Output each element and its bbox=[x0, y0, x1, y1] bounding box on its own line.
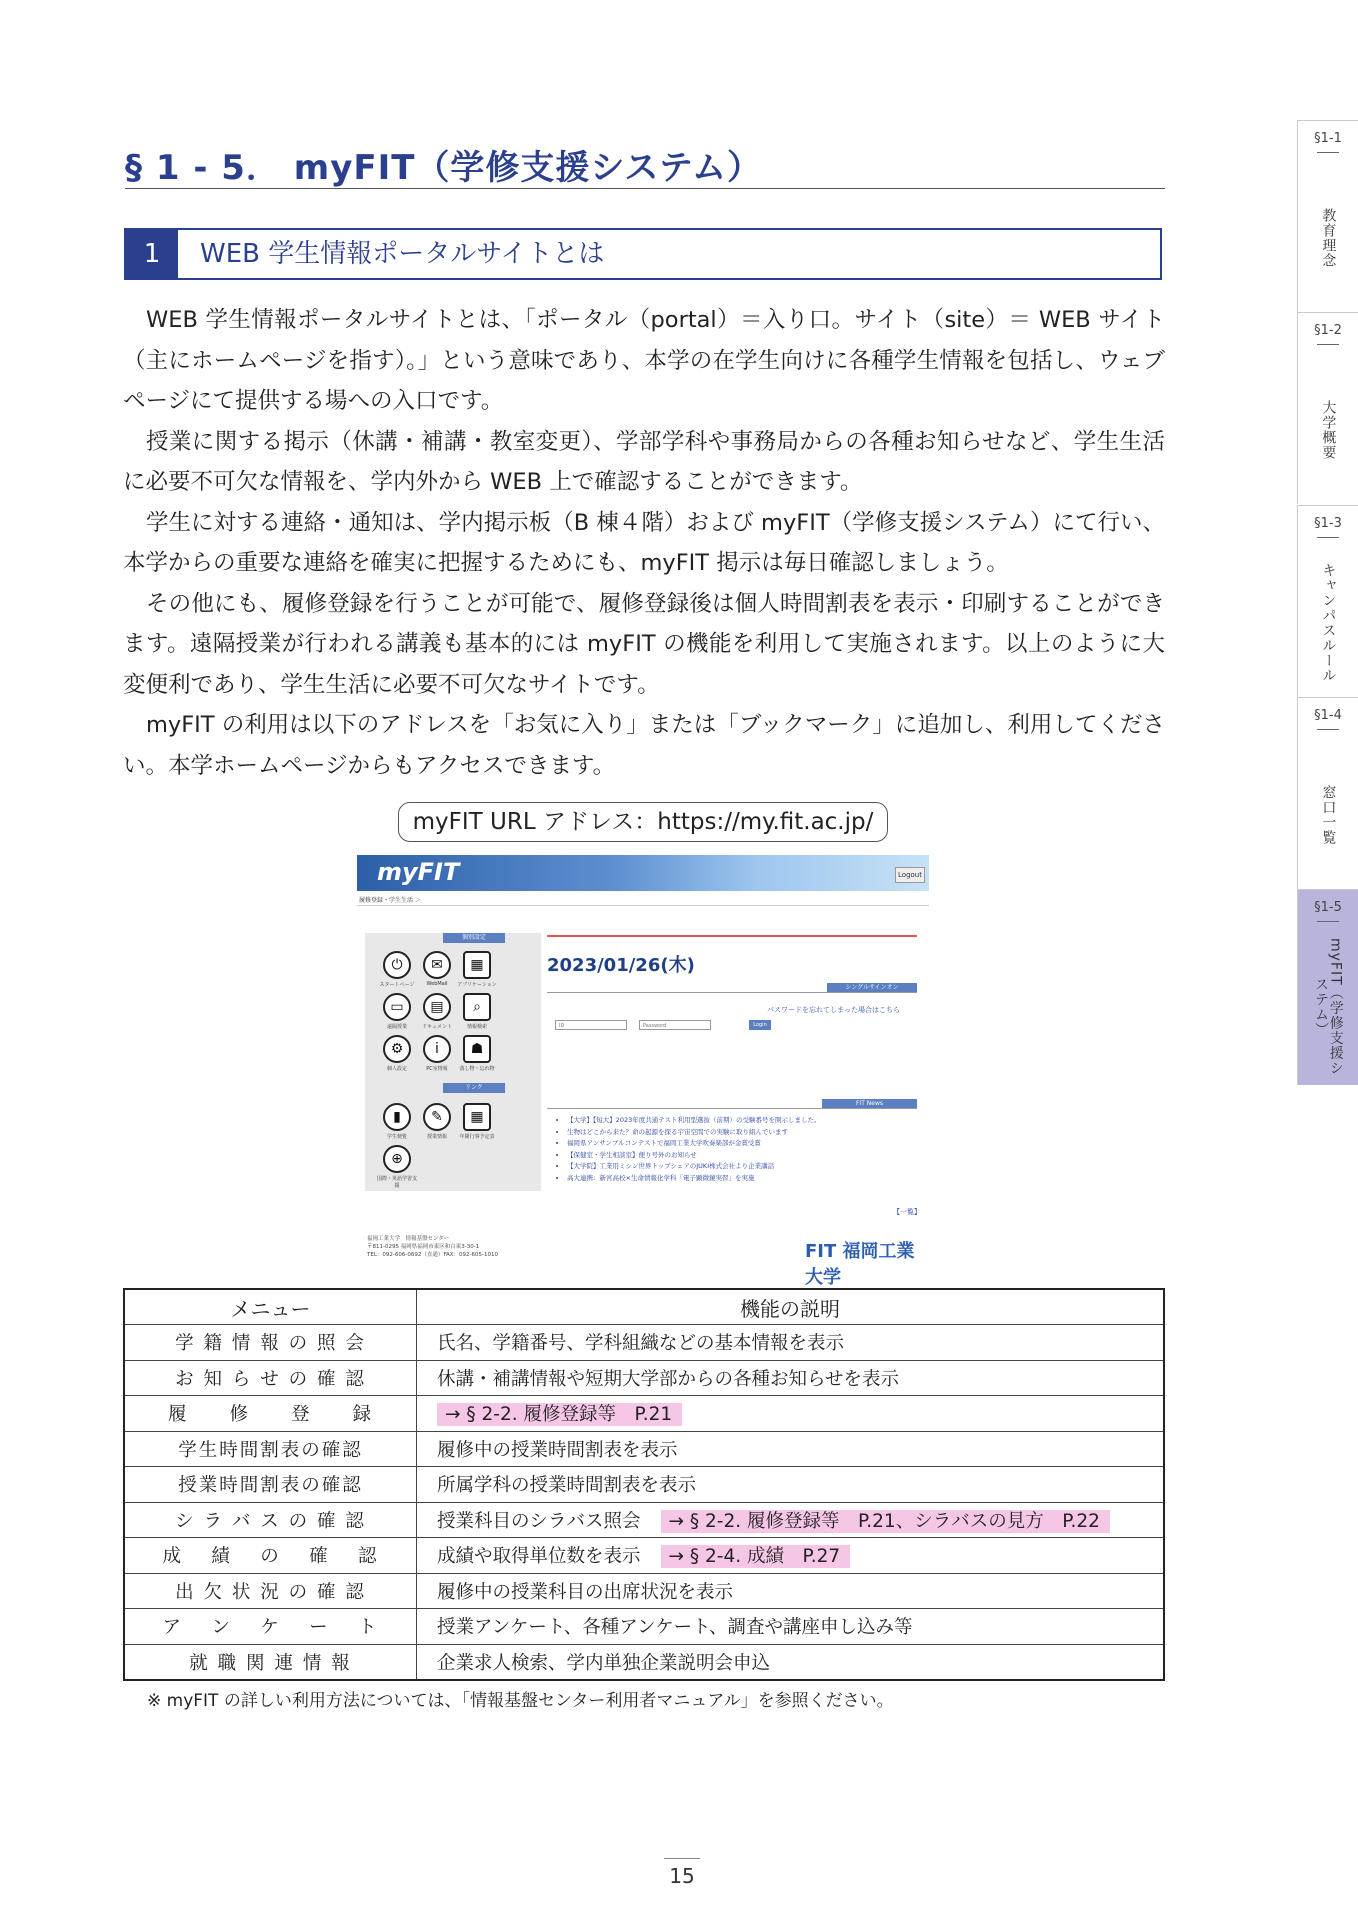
side-tab-label: 教育理念 bbox=[1320, 207, 1337, 268]
forgot-password-link[interactable]: パスワードを忘れてしまった場合はこちら bbox=[767, 1006, 900, 1014]
side-tab bbox=[1297, 889, 1358, 1085]
menu-cell: 履 修 登 録 bbox=[124, 1396, 417, 1432]
menu-cell: お 知 ら せ の 確 認 bbox=[124, 1360, 417, 1396]
side-tab-section: §1-1 bbox=[1298, 131, 1358, 153]
table-row bbox=[124, 1325, 1164, 1361]
page-number: 15 bbox=[669, 1864, 695, 1888]
side-tab-section: §1-3 bbox=[1298, 516, 1358, 538]
description-cell bbox=[417, 1538, 1165, 1574]
paragraph: WEB 学生情報ポータルサイトとは、「ポータル（portal）＝入り口。サイト（site）＝ WEB サイト（主にホームページを指す）。」という意味であり、本学の在学生向けに各種学生情報を包括し、ウェブページにて提供する場への入口です。 bbox=[123, 307, 1165, 414]
globe-icon[interactable]: ⊕ bbox=[383, 1145, 411, 1173]
news-list bbox=[557, 1115, 821, 1184]
footer-address: 福岡工業大学 情報基盤センター 〒811-0295 福岡県福岡市東区和白東3-30-1 TEL：092-606-0692（直通）FAX：092-605-1010 bbox=[367, 1236, 499, 1258]
table-row bbox=[124, 1502, 1164, 1538]
id-input[interactable]: ID bbox=[555, 1020, 627, 1030]
document-icon[interactable]: ▤ bbox=[423, 993, 451, 1021]
side-tab bbox=[1297, 697, 1358, 889]
description-text: 企業求人検索、学内単独企業説明会申込 bbox=[437, 1652, 771, 1674]
divider bbox=[357, 905, 929, 906]
description-cell bbox=[417, 1396, 1165, 1432]
column-header: 機能の説明 bbox=[417, 1289, 1165, 1325]
power-icon[interactable]: ⏻ bbox=[383, 951, 411, 979]
page-reference: → § 2-2. 履修登録等 P.21、シラバスの見方 P.22 bbox=[661, 1510, 1110, 1533]
table-body bbox=[124, 1325, 1164, 1681]
menu-cell: 学 籍 情 報 の 照 会 bbox=[124, 1325, 417, 1361]
side-tab-label: 大学概要 bbox=[1320, 399, 1337, 460]
divider bbox=[547, 992, 917, 993]
paragraph: その他にも、履修登録を行うことが可能で、履修登録後は個人時間割表を表示・印刷することができます。遠隔授業が行われる講義も基本的には myFIT の機能を利用して実施されます。以上のように大変便利であり、学生生活に必要不可欠なサイトです。 bbox=[123, 590, 1165, 698]
syllabus-icon[interactable]: ✎ bbox=[423, 1103, 451, 1131]
icon-label: スタートページ bbox=[379, 982, 415, 988]
page-reference: → § 2-2. 履修登録等 P.21 bbox=[437, 1403, 682, 1426]
table-row bbox=[124, 1538, 1164, 1574]
side-tab-label: キャンパスルール bbox=[1320, 562, 1337, 683]
app-icon[interactable]: ▦ bbox=[463, 951, 491, 979]
footnote: ※ myFIT の詳しい利用方法については、「情報基盤センター利用者マニュアル」を参照ください。 bbox=[147, 1691, 894, 1711]
logout-button[interactable]: Logout bbox=[895, 867, 925, 883]
description-cell bbox=[417, 1502, 1165, 1538]
icon-label: 個人設定 bbox=[386, 1066, 407, 1072]
date-display: 2023/01/26(木) bbox=[547, 955, 695, 976]
page-title: § 1 - 5． myFIT（学修支援システム） bbox=[125, 148, 763, 188]
link-header: リンク bbox=[443, 1083, 505, 1093]
icon-label: WebMail bbox=[426, 981, 448, 987]
section-number: 1 bbox=[126, 230, 178, 278]
table-row bbox=[124, 1360, 1164, 1396]
menu-cell: 授業時間割表の確認 bbox=[124, 1467, 417, 1503]
sso-header: シングルサインオン bbox=[827, 983, 917, 993]
news-item[interactable]: • 【保健室・学生相談室】便り号外のお知らせ bbox=[567, 1150, 821, 1162]
settings-icon[interactable]: ⚙ bbox=[383, 1035, 411, 1063]
paragraph: myFIT の利用は以下のアドレスを「お気に入り」または「ブックマーク」に追加し、利用してください。本学ホームページからもアクセスできます。 bbox=[123, 712, 1165, 779]
table-row bbox=[124, 1609, 1164, 1645]
icon-label: PC室情報 bbox=[426, 1066, 448, 1072]
description-text: 履修中の授業時間割表を表示 bbox=[437, 1439, 678, 1461]
description-text: 所属学科の授業時間割表を表示 bbox=[437, 1475, 697, 1497]
info-icon[interactable]: i bbox=[423, 1035, 451, 1063]
description-cell bbox=[417, 1325, 1165, 1361]
icon-label: 年間行事予定表 bbox=[459, 1134, 495, 1140]
section-heading bbox=[124, 228, 1162, 280]
table-row bbox=[124, 1573, 1164, 1609]
divider bbox=[547, 935, 917, 937]
paragraph: 学生に対する連絡・通知は、学内掲示板（B 棟４階）および myFIT（学修支援システム）にて行い、本学からの重要な連絡を確実に把握するためにも、myFIT 掲示は毎日確認しましょう。 bbox=[123, 509, 1165, 576]
icon-label: 落し物・忘れ物 bbox=[459, 1066, 495, 1072]
side-tab bbox=[1297, 312, 1358, 504]
description-cell bbox=[417, 1573, 1165, 1609]
table-row bbox=[124, 1396, 1164, 1432]
myfit-screenshot bbox=[357, 855, 929, 1288]
news-item[interactable]: • 【大学院】工業用ミシン世界トップシェアのJUKI株式会社より企業講話 bbox=[567, 1161, 821, 1173]
title-rule bbox=[125, 188, 1165, 189]
monitor-icon[interactable]: ▭ bbox=[383, 993, 411, 1021]
news-item[interactable]: • 【大学】【短大】2023年度共通テスト利用型選抜（前期）の受験番号を開示しました。 bbox=[567, 1115, 821, 1127]
news-item[interactable]: • 福岡県アンサンブルコンテストで福岡工業大学吹奏楽部が金賞受賞 bbox=[567, 1138, 821, 1150]
divider bbox=[547, 1108, 917, 1109]
menu-panel bbox=[365, 933, 541, 1191]
description-text: 成績や取得単位数を表示 bbox=[437, 1546, 641, 1568]
page-number-rule bbox=[664, 1858, 700, 1859]
section-title: WEB 学生情報ポータルサイトとは bbox=[200, 239, 605, 269]
news-item[interactable]: • 高大連携：新宮高校×生命情報化学科「電子顕微鏡実習」を実施 bbox=[567, 1173, 821, 1185]
description-cell bbox=[417, 1467, 1165, 1503]
function-table bbox=[123, 1288, 1165, 1681]
description-text: 履修中の授業科目の出席状況を表示 bbox=[437, 1581, 734, 1603]
paragraph: 授業に関する掲示（休講・補講・教室変更）、学部学科や事務局からの各種お知らせなど、学生生活に必要不可欠な情報を、学内外から WEB 上で確認することができます。 bbox=[123, 428, 1165, 495]
description-text: 氏名、学籍番号、学科組織などの基本情報を表示 bbox=[437, 1333, 845, 1355]
table-row bbox=[124, 1644, 1164, 1680]
login-button[interactable]: Login bbox=[749, 1020, 771, 1030]
side-tab bbox=[1297, 505, 1358, 697]
search-icon[interactable]: ⌕ bbox=[463, 993, 491, 1021]
panel-header: 個別設定 bbox=[443, 933, 505, 943]
student-icon[interactable]: ▮ bbox=[383, 1103, 411, 1131]
icon-label: 国際・英語学習支援 bbox=[376, 1176, 417, 1189]
side-tab-section: §1-2 bbox=[1298, 323, 1358, 345]
icon-label: 遠隔授業 bbox=[386, 1024, 407, 1030]
description-text: 休講・補講情報や短期大学部からの各種お知らせを表示 bbox=[437, 1368, 899, 1390]
side-tab-section: §1-5 bbox=[1298, 900, 1358, 922]
description-text: 授業科目のシラバス照会 bbox=[437, 1510, 641, 1532]
description-cell bbox=[417, 1644, 1165, 1680]
menu-cell: シ ラ バ ス の 確 認 bbox=[124, 1502, 417, 1538]
fit-logo: FIT 福岡工業大学 bbox=[805, 1241, 915, 1288]
table-header-row bbox=[124, 1289, 1164, 1325]
description-cell bbox=[417, 1609, 1165, 1645]
side-tab-section: §1-4 bbox=[1298, 708, 1358, 730]
description-text: 授業アンケート、各種アンケート、調査や講座申し込み等 bbox=[437, 1617, 913, 1639]
mail-icon[interactable]: ✉ bbox=[423, 951, 451, 979]
menu-cell: 成 績 の 確 認 bbox=[124, 1538, 417, 1574]
description-cell bbox=[417, 1431, 1165, 1467]
breadcrumb: 履修登録・学生生活 ＞ bbox=[359, 897, 421, 904]
side-tab-label: myFIT（学修支援システム） bbox=[1313, 937, 1344, 1076]
side-tab-label: 窓口一覧 bbox=[1320, 784, 1337, 845]
myfit-banner bbox=[357, 855, 929, 891]
icon-label: アプリケーション bbox=[457, 982, 497, 988]
menu-cell: 就 職 関 連 情 報 bbox=[124, 1644, 417, 1680]
table-row bbox=[124, 1467, 1164, 1503]
icon-label: 学生便覧 bbox=[386, 1134, 407, 1140]
calendar-icon[interactable]: ▦ bbox=[463, 1103, 491, 1131]
column-header: メニュー bbox=[124, 1289, 417, 1325]
description-cell bbox=[417, 1360, 1165, 1396]
news-header: FIT News bbox=[822, 1099, 917, 1109]
menu-cell: 学生時間割表の確認 bbox=[124, 1431, 417, 1467]
news-item[interactable]: • 生物はどこから来た？命の起源を探る宇宙空間での実験に取り組んでいます bbox=[567, 1127, 821, 1139]
icon-label: 情報検索 bbox=[466, 1024, 487, 1030]
icon-label: 授業情報 bbox=[426, 1134, 447, 1140]
body-text bbox=[123, 300, 1165, 786]
password-input[interactable]: Password bbox=[639, 1020, 711, 1030]
menu-cell: ア ン ケ ー ト bbox=[124, 1609, 417, 1645]
side-tab bbox=[1297, 120, 1358, 312]
table-row bbox=[124, 1431, 1164, 1467]
icon-label: ドキュメント bbox=[421, 1024, 452, 1030]
page-reference: → § 2-4. 成績 P.27 bbox=[661, 1545, 851, 1568]
person-icon[interactable]: ☗ bbox=[463, 1035, 491, 1063]
menu-cell: 出 欠 状 況 の 確 認 bbox=[124, 1573, 417, 1609]
url-box: myFIT URL アドレス：https://my.fit.ac.jp/ bbox=[398, 802, 888, 842]
myfit-logo: myFIT bbox=[377, 858, 460, 886]
news-more-link[interactable]: 【一覧】 bbox=[893, 1208, 921, 1216]
